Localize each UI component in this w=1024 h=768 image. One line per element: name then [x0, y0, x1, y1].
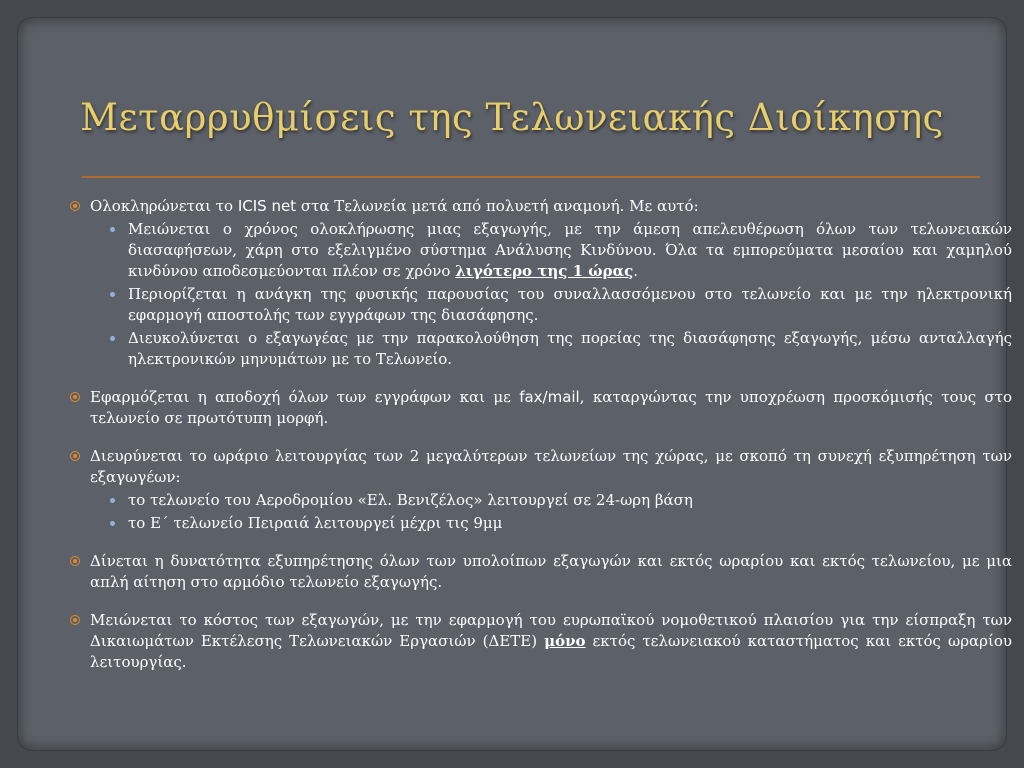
- bullet-text: Ολοκληρώνεται το: [90, 197, 238, 215]
- dot-icon: [110, 521, 115, 526]
- circled-dot-icon: [70, 615, 80, 625]
- emphasis-text: μόνο: [544, 632, 586, 650]
- emphasis-text: λιγότερο της 1 ώρας: [455, 262, 634, 280]
- dot-icon: [110, 498, 115, 503]
- dot-icon: [110, 336, 115, 341]
- dot-icon: [110, 227, 115, 232]
- sub-bullet-text: το Ε΄ τελωνείο Πειραιά λειτουργεί μέχρι τις 9μμ: [128, 514, 503, 532]
- fax-mail-text: fax/mail: [519, 388, 580, 406]
- circled-dot-icon: [70, 451, 80, 461]
- circled-dot-icon: [70, 556, 80, 566]
- sub-bullet-text: το τελωνείο του Αεροδρομίου «Ελ. Βενιζέλος» λειτουργεί σε 24-ωρη βάση: [128, 491, 693, 509]
- slide-content: [70, 196, 1012, 673]
- sub-bullet-item: [70, 328, 1012, 370]
- system-name: ICIS net: [237, 197, 297, 215]
- sub-bullet-text: Μειώνεται ο χρόνος ολοκλήρωσης μιας εξαγωγής, με την άμεση απελευθέρωση όλων των τελωνειακών διασαφήσεων, χάρη στο εξελιγμένο σύστημα Ανάλυσης Κινδύνου. Όλα τα εμπορεύματα μεσαίου και χαμηλού κινδύνου αποδεσμεύονται πλέον σε χρόνο: [128, 220, 1012, 280]
- sub-bullet-text: .: [633, 262, 639, 280]
- dot-icon: [110, 292, 115, 297]
- bullet-text: Διευρύνεται το ωράριο λειτουργίας των 2 μεγαλύτερων τελωνείων της χώρας, με σκοπό τη συνεχή εξυπηρέτηση των εξαγωγέων:: [90, 447, 1012, 486]
- sub-bullet-item: [70, 219, 1012, 282]
- circled-dot-icon: [70, 392, 80, 402]
- sub-bullet-item: [70, 490, 1012, 511]
- bullet-item: [70, 551, 1012, 593]
- circled-dot-icon: [70, 201, 80, 211]
- bullet-text: , καταργώντας την υποχρέωση προσκόμισής τους στο τελωνείο σε πρωτότυπη μορφή.: [90, 388, 1012, 427]
- bullet-item: [70, 196, 1012, 217]
- sub-bullet-text: Περιορίζεται η ανάγκη της φυσικής παρουσίας του συναλλασσόμενου στο τελωνείο και με την ηλεκτρονική εφαρμογή αποστολής των εγγράφων της διασάφησης.: [128, 285, 1012, 324]
- bullet-text: Εφαρμόζεται η αποδοχή όλων των εγγράφων και με: [90, 388, 520, 406]
- bullet-text: Μειώνεται το κόστος των εξαγωγών, με την εφαρμογή του ευρωπαϊκού νομοθετικού πλαισίου για την είσπραξη των Δικαιωμάτων Εκτέλεσης Τελωνειακών Εργασιών (ΔΕΤΕ): [90, 611, 1012, 650]
- slide-title: Μεταρρυθμίσεις της Τελωνειακής Διοίκησης: [80, 96, 944, 139]
- title-divider: [82, 176, 980, 178]
- bullet-item: [70, 387, 1012, 429]
- sub-bullet-item: [70, 284, 1012, 326]
- slide-frame: [18, 18, 1012, 750]
- sub-bullet-text: Διευκολύνεται ο εξαγωγέας με την παρακολούθηση της πορείας της διασάφησης εξαγωγής, μέσω ανταλλαγής ηλεκτρονικών μηνυμάτων με το Τελωνείο.: [128, 329, 1012, 368]
- bullet-text: Δίνεται η δυνατότητα εξυπηρέτησης όλων των υπολοίπων εξαγωγών και εκτός ωραρίου και εκτός τελωνείου, με μια απλή αίτηση στο αρμόδιο τελωνείο εξαγωγής.: [90, 552, 1012, 591]
- bullet-text: στα Τελωνεία μετά από πολυετή αναμονή. Με αυτό:: [296, 197, 699, 215]
- bullet-text: εκτός τελωνειακού καταστήματος και εκτός ωραρίου λειτουργίας.: [90, 632, 1012, 671]
- bullet-item: [70, 446, 1012, 488]
- sub-bullet-item: [70, 513, 1012, 534]
- bullet-item: [70, 610, 1012, 673]
